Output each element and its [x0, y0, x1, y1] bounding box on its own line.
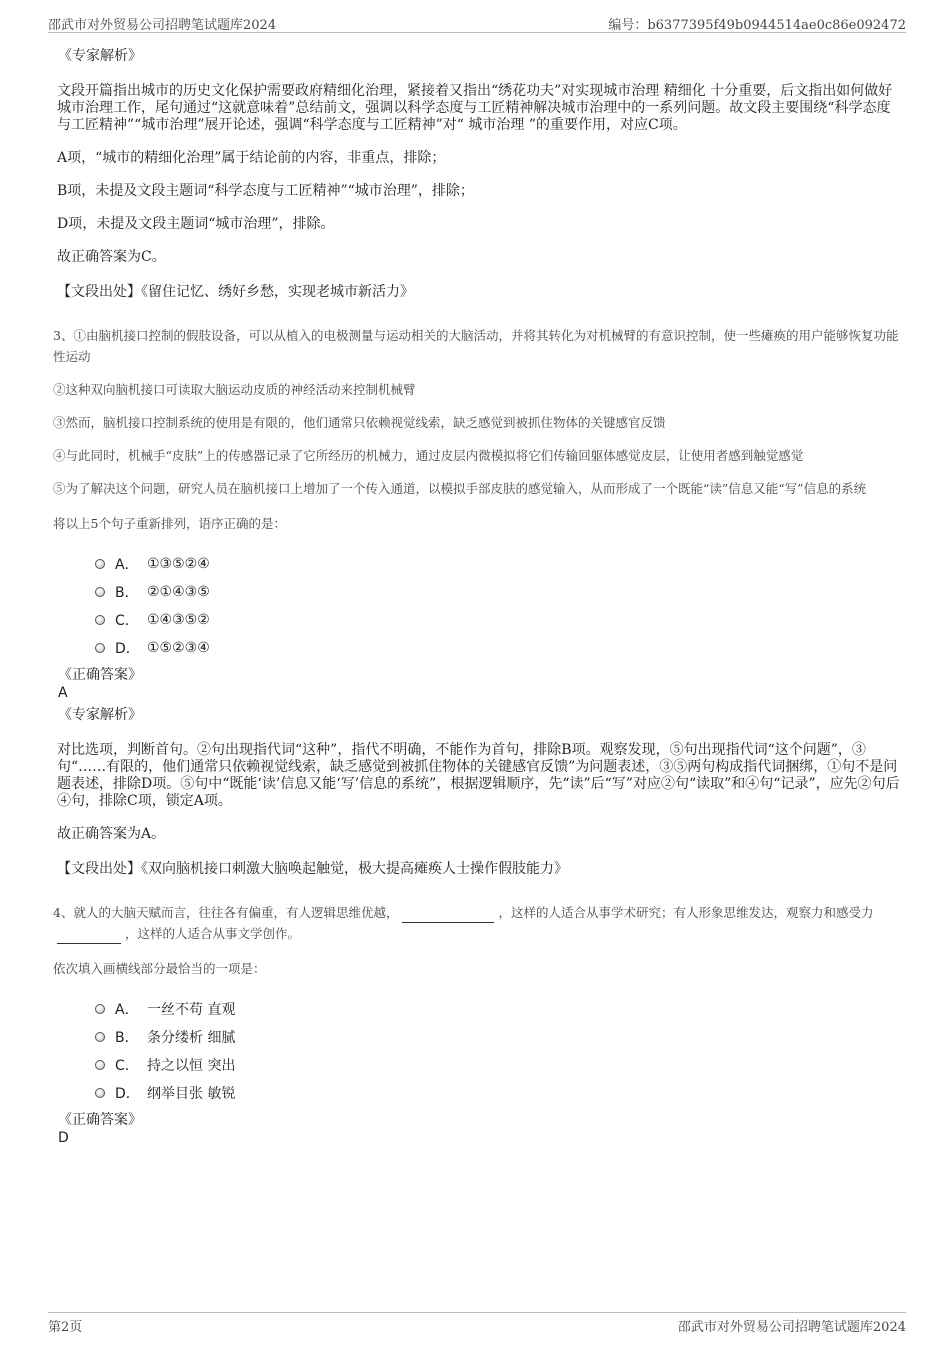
- option-letter: B．: [115, 585, 139, 601]
- question-4-prompt: 依次填入画横线部分最恰当的一项是：: [53, 961, 266, 976]
- expert-analysis-label: 《专家解析》: [58, 48, 142, 64]
- option-letter: A．: [115, 1002, 139, 1018]
- question-3-option-d[interactable]: [95, 634, 900, 662]
- option-letter: C．: [115, 1058, 139, 1074]
- question-4-option-c[interactable]: [95, 1051, 900, 1079]
- option-text: 持之以恒 突出: [147, 1058, 236, 1074]
- question-4-option-d[interactable]: [95, 1079, 900, 1107]
- fill-blank-1: [402, 910, 494, 923]
- option-letter: C．: [115, 613, 139, 629]
- expert-analysis-label: 《专家解析》: [58, 707, 142, 723]
- option-letter: B．: [115, 1030, 139, 1046]
- analysis-option-a: A项，“城市的精细化治理”属于结论前的内容，非重点，排除；: [57, 150, 446, 166]
- correct-answer-value: A: [58, 685, 68, 701]
- radio-button-icon[interactable]: [95, 615, 105, 625]
- radio-button-icon[interactable]: [95, 587, 105, 597]
- question-3-sentence-3: ③然而，脑机接口控制系统的使用是有限的，他们通常只依赖视觉线索，缺乏感觉到被抓住物体的关键感官反馈: [53, 415, 666, 430]
- option-text: 条分缕析 细腻: [147, 1030, 236, 1046]
- question-4-option-a[interactable]: [95, 995, 900, 1023]
- option-letter: D．: [115, 641, 140, 657]
- correct-answer-label: 《正确答案》: [58, 1112, 142, 1128]
- radio-button-icon[interactable]: [95, 559, 105, 569]
- question-3-options: [95, 550, 900, 662]
- fill-blank-2: [57, 931, 121, 944]
- expert-analysis-text: 文段开篇指出城市的历史文化保护需要政府精细化治理，紧接着又指出“绣花功夫”对实现城市治理 精细化 十分重要，后文指出如何做好城市治理工作，尾句通过“这就意味着”总结前文，强调以科学态度与工匠精神解决城市治理中的一系列问题。故文段主要围绕“科学态度与工匠精神”“城市治理”展开论述，强调“科学态度与工匠精神”对“ 城市治理 ”的重要作用，对应C项。: [57, 83, 893, 133]
- header-title: 邵武市对外贸易公司招聘笔试题库2024: [48, 18, 277, 33]
- radio-button-icon[interactable]: [95, 1088, 105, 1098]
- radio-button-icon[interactable]: [95, 643, 105, 653]
- option-text: 一丝不苟 直观: [147, 1002, 236, 1018]
- option-letter: A．: [115, 557, 139, 573]
- option-text: ①③⑤②④: [147, 556, 210, 572]
- question-4-option-b[interactable]: [95, 1023, 900, 1051]
- question-4-text-part-3: ，这样的人适合从事文学创作。: [125, 926, 301, 941]
- correct-answer-label: 《正确答案》: [58, 667, 142, 683]
- question-3-sentence-4: ④与此同时，机械手“皮肤”上的传感器记录了它所经历的机械力，通过皮层内微模拟将它们传输回躯体感觉皮层，让使用者感到触觉感觉: [53, 448, 804, 463]
- question-3-option-a[interactable]: [95, 550, 900, 578]
- analysis-option-b: B项，未提及文段主题词“科学态度与工匠精神”“城市治理”，排除；: [57, 183, 474, 199]
- passage-source: 【文段出处】《留住记忆、绣好乡愁，实现老城市新活力》: [57, 284, 414, 300]
- header-serial-number: 编号：b6377395f49b0944514ae0c86e092472: [608, 18, 906, 33]
- page-footer: [48, 1312, 906, 1335]
- answer-conclusion: 故正确答案为C。: [57, 249, 166, 265]
- option-text: ①④③⑤②: [147, 612, 210, 628]
- answer-conclusion: 故正确答案为A。: [57, 826, 166, 842]
- correct-answer-value: D: [58, 1130, 69, 1146]
- question-4-text-part-1: 4、就人的大脑天赋而言，往往各有偏重，有人逻辑思维优越，: [53, 905, 399, 920]
- radio-button-icon[interactable]: [95, 1004, 105, 1014]
- question-3-sentence-5: ⑤为了解决这个问题，研究人员在脑机接口上增加了一个传入通道，以模拟手部皮肤的感觉输入，从而形成了一个既能“读”信息又能“写”信息的系统: [53, 481, 867, 496]
- page-header: [48, 12, 906, 33]
- radio-button-icon[interactable]: [95, 1060, 105, 1070]
- page-content: [55, 40, 900, 1147]
- expert-analysis-text: 对比选项，判断首句。②句出现指代词“这种”，指代不明确，不能作为首句，排除B项。观察发现，⑤句出现指代词“这个问题”，③句“……有限的，他们通常只依赖视觉线索，缺乏感觉到被抓住物体的关键感官反馈”为问题表述，③⑤两句构成指代词捆绑，①句不是问题表述，排除D项。⑤句中“既能‘读’信息又能‘写’信息的系统”，根据逻辑顺序，先“读”后“写”对应②句“读取”和④句“记录”，应先②句后④句，排除C项，锁定A项。: [57, 742, 900, 809]
- analysis-option-d: D项，未提及文段主题词“城市治理”，排除。: [57, 216, 335, 232]
- option-text: 纲举目张 敏锐: [147, 1086, 236, 1102]
- page-number: 第2页: [48, 1320, 83, 1335]
- question-3-prompt: 将以上5个句子重新排列，语序正确的是：: [53, 516, 286, 531]
- option-text: ②①④③⑤: [147, 584, 210, 600]
- passage-source: 【文段出处】《双向脑机接口刺激大脑唤起触觉，极大提高瘫痪人士操作假肢能力》: [57, 861, 568, 877]
- question-4-options: [95, 995, 900, 1107]
- option-letter: D．: [115, 1086, 140, 1102]
- question-4-text: [53, 902, 900, 944]
- question-3-option-b[interactable]: [95, 578, 900, 606]
- question-3-option-c[interactable]: [95, 606, 900, 634]
- radio-button-icon[interactable]: [95, 1032, 105, 1042]
- footer-title: 邵武市对外贸易公司招聘笔试题库2024: [677, 1320, 906, 1335]
- question-3-sentence-2: ②这种双向脑机接口可读取大脑运动皮质的神经活动来控制机械臂: [53, 382, 416, 397]
- option-text: ①⑤②③④: [147, 640, 210, 656]
- question-3-sentence-1: 3、①由脑机接口控制的假肢设备，可以从植入的电极测量与运动相关的大脑活动，并将其转化为对机械臂的有意识控制，使一些瘫痪的用户能够恢复功能性运动: [53, 328, 899, 364]
- question-4-text-part-2: ，这样的人适合从事学术研究；有人形象思维发达，观察力和感受力: [498, 905, 874, 920]
